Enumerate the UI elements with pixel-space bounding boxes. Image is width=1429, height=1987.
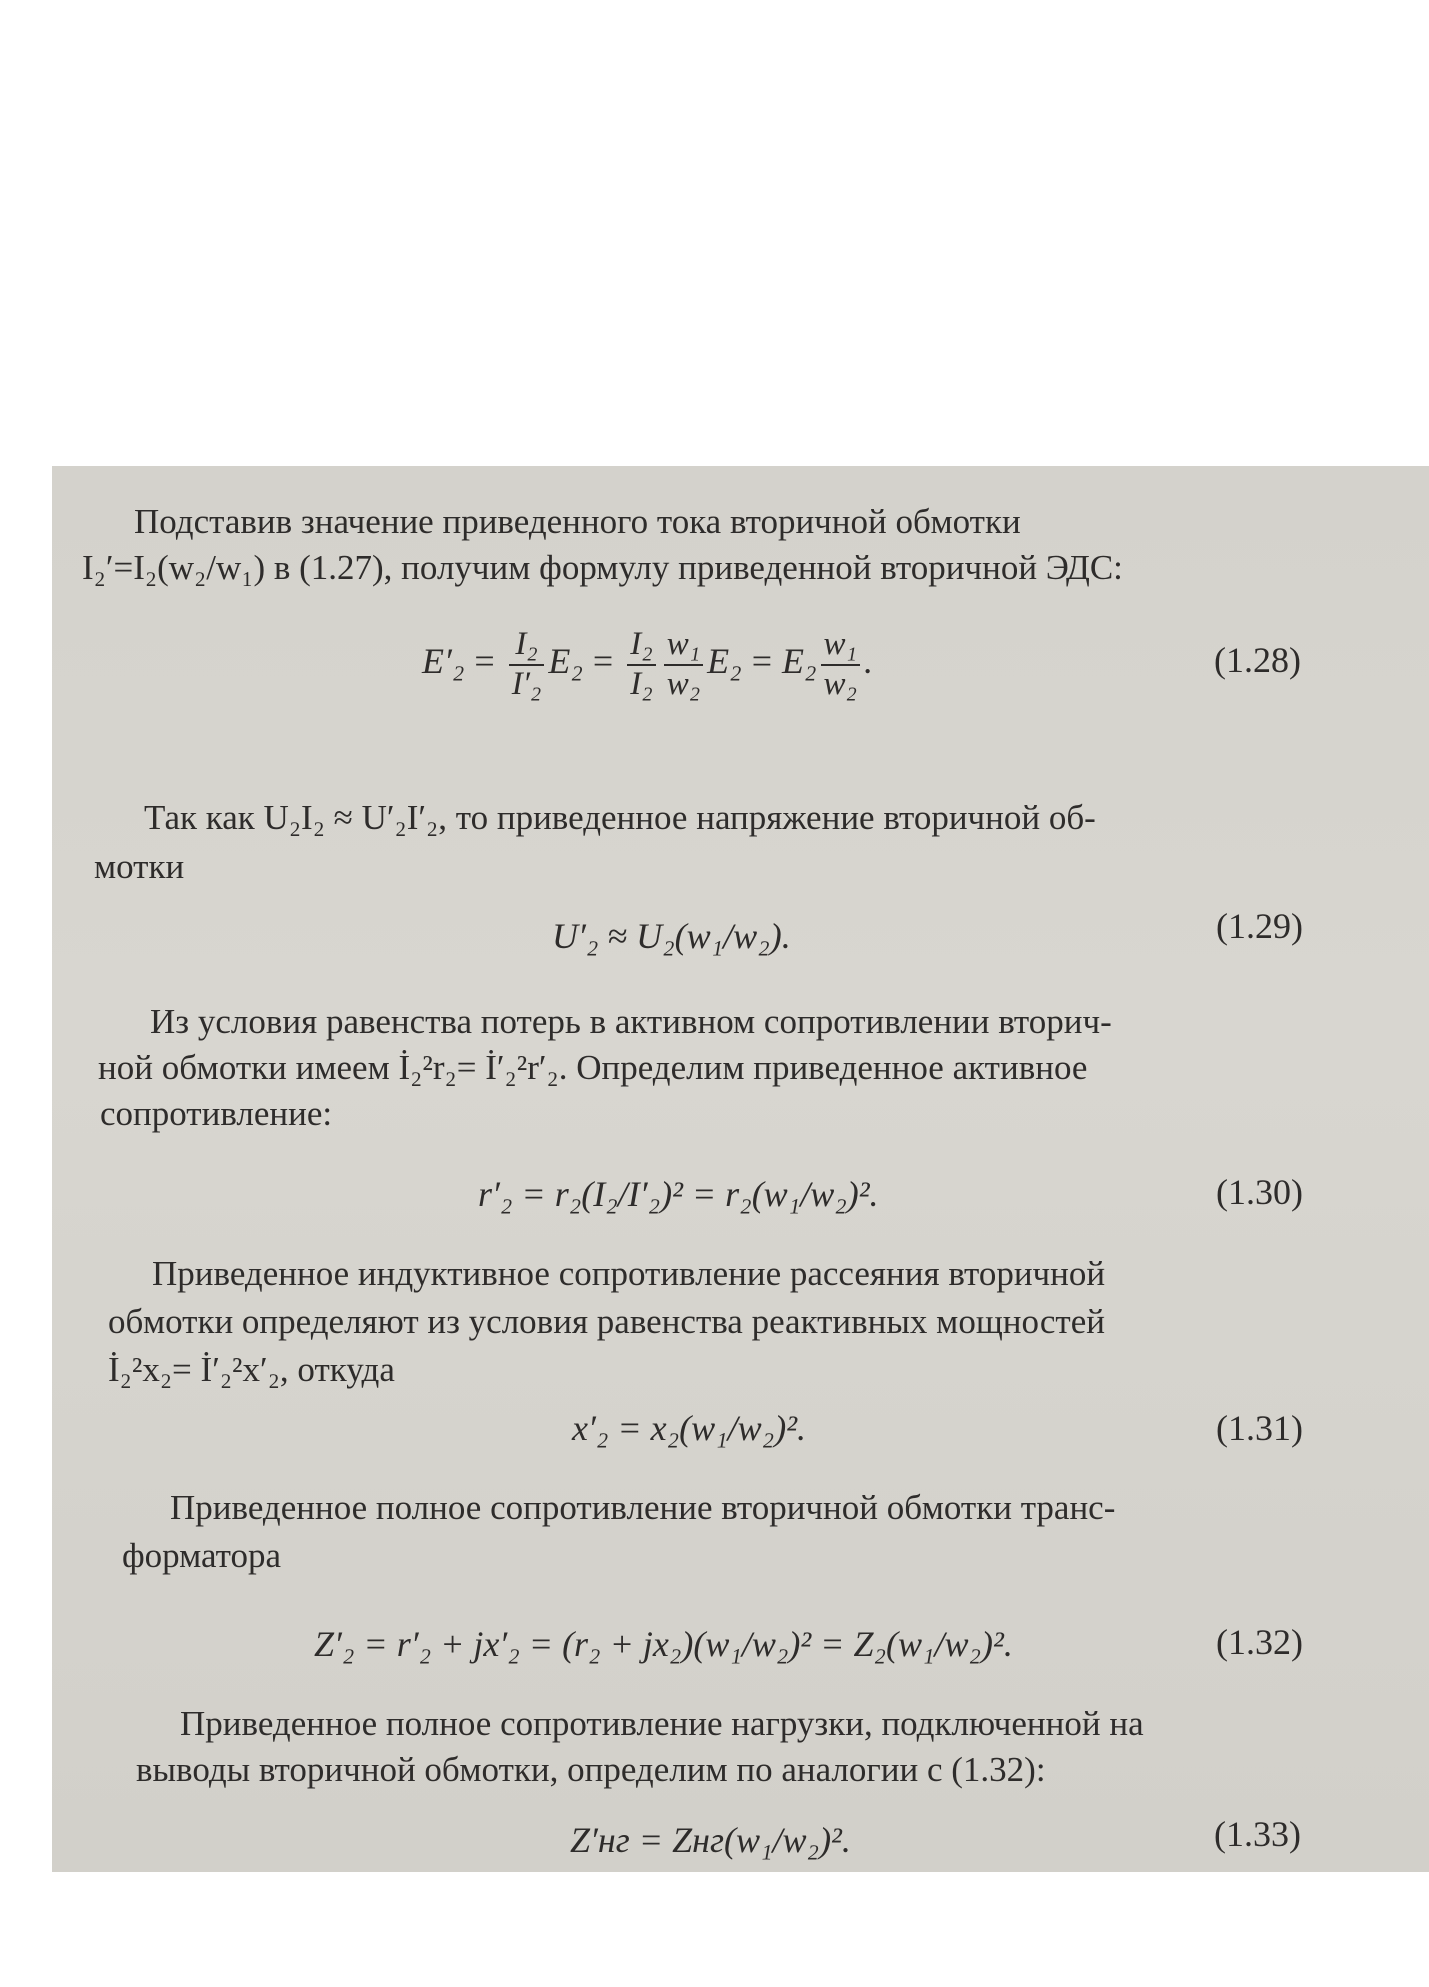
equation-1-32: Z′₂ = r′₂ + jx′₂ = (r₂ + jx₂)(w₁/w₂)² = Z₂(w₁/w₂)². xyxy=(314,1624,1013,1664)
p4-line-1: Приведенное индуктивное сопротивление рассеяния вторичной xyxy=(152,1254,1106,1293)
eq128-fraction-3: $\frac{\text{w₁}}{\text{w₂}}$ xyxy=(664,626,703,704)
p2-line-2: мотки xyxy=(94,847,185,886)
equation-1-33: Z′нг = Zнг(w₁/w₂)². xyxy=(570,1820,851,1860)
eq130-number: (1.30) xyxy=(1216,1172,1303,1212)
p1-line-2: I₂′=I₂(w₂/w₁) в (1.27), получим формулу приведенной вторичной ЭДС: xyxy=(82,548,1123,587)
equation-1-29: U′₂ ≈ U₂(w₁/w₂). xyxy=(552,916,791,956)
p6-line-2: выводы вторичной обмотки, определим по аналогии с (1.32): xyxy=(136,1750,1046,1789)
eq131-number: (1.31) xyxy=(1216,1408,1303,1448)
p1-line-1: Подставив значение приведенного тока вторичной обмотки xyxy=(134,502,1021,541)
p3-line-3: сопротивление: xyxy=(100,1094,333,1133)
eq133-number: (1.33) xyxy=(1214,1814,1301,1854)
eq129-number: (1.29) xyxy=(1216,906,1303,946)
p4-line-3: İ₂²x₂= İ′₂²x′₂, откуда xyxy=(108,1350,395,1389)
eq128-fraction-4: $\frac{\text{w₁}}{\text{w₂}}$ xyxy=(821,626,860,704)
p5-line-2: форматора xyxy=(122,1536,282,1575)
eq132-number: (1.32) xyxy=(1216,1622,1303,1662)
book-page-photo xyxy=(52,466,1429,1872)
p6-line-1: Приведенное полное сопротивление нагрузки, подключенной на xyxy=(180,1704,1144,1743)
p4-line-2: обмотки определяют из условия равенства реактивных мощностей xyxy=(108,1302,1105,1341)
eq128-number: (1.28) xyxy=(1214,640,1301,680)
equation-1-31: x′₂ = x₂(w₁/w₂)². xyxy=(572,1408,806,1448)
equation-1-30: r′₂ = r₂(I₂/I′₂)² = r₂(w₁/w₂)². xyxy=(478,1174,879,1214)
eq128-fraction-1: $\frac{\text{I₂}}{\text{I′₂}}$ xyxy=(509,626,545,704)
eq128-fraction-2: $\frac{\text{I₂}}{\text{I₂}}$ xyxy=(627,626,655,704)
p3-line-2: ной обмотки имеем İ₂²r₂= İ′₂²r′₂. Определим приведенное активное xyxy=(98,1048,1088,1087)
equation-1-28: E′₂ = $\frac{\text{I₂}}{\text{I′₂}}$ E₂ = $\frac{\text{I₂}}{\text{I₂}}$ $\frac{\text{w₁}}{\text{w₂}}$ E₂ = E₂ $\frac{\text{w₁}}{\text{w₂}}$ . xyxy=(422,626,873,702)
p3-line-1: Из условия равенства потерь в активном сопротивлении вторич- xyxy=(150,1002,1112,1041)
p2-line-1: Так как U₂I₂ ≈ U′₂I′₂, то приведенное напряжение вторичной об- xyxy=(144,798,1096,837)
eq128-lhs: E′₂ xyxy=(422,641,465,682)
p5-line-1: Приведенное полное сопротивление вторичной обмотки транс- xyxy=(170,1488,1116,1527)
